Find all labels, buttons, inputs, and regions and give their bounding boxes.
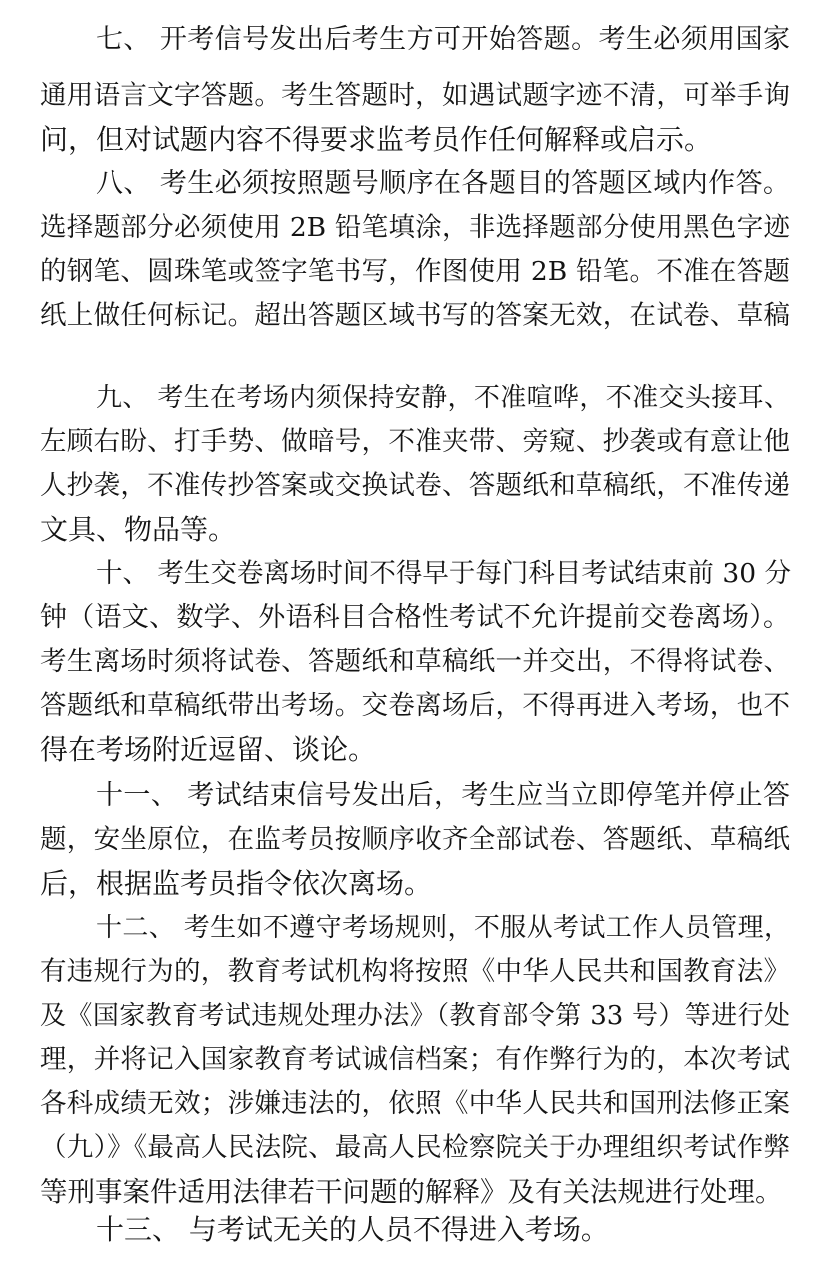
rule-8-line-4: 纸上做任何标记。超出答题区域书写的答案无效，在试卷、草稿 [40, 300, 790, 331]
rule-12-line-2: 有违规行为的，教育考试机构将按照《中华人民共和国教育法》 [40, 956, 790, 987]
rule-9-line-3: 人抄袭，不准传抄答案或交换试卷、答题纸和草稿纸，不准传递 [40, 470, 790, 501]
rule-10-line-5: 得在考场附近逗留、谈论。 [40, 733, 377, 766]
rule-9-line-2: 左顾右盼、打手势、做暗号，不准夹带、旁窥、抄袭或有意让他 [40, 426, 790, 457]
rule-13-line-1: 十三、 与考试无关的人员不得进入考场。 [96, 1213, 609, 1246]
rule-12-line-7: 等刑事案件适用法律若干问题的解释》及有关法规进行处理。 [40, 1176, 783, 1208]
rule-11-line-2: 题，安坐原位，在监考员按顺序收齐全部试卷、答题纸、草稿纸 [40, 824, 790, 855]
rule-11-line-1: 十一、 考试结束信号发出后，考生应当立即停笔并停止答 [96, 780, 790, 811]
rule-12-line-1: 十二、 考生如不遵守考场规则，不服从考试工作人员管理， [96, 913, 790, 943]
rule-8-line-1: 八、 考生必须按照题号顺序在各题目的答题区域内作答。 [96, 168, 790, 199]
rule-8-line-3: 的钢笔、圆珠笔或签字笔书写，作图使用 2B 铅笔。不准在答题 [40, 256, 790, 287]
rule-7-line-2: 通用语言文字答题。考生答题时，如遇试题字迹不清，可举手询 [40, 80, 790, 111]
rule-9-line-1: 九、 考生在考场内须保持安静，不准喧哗，不准交头接耳、 [96, 383, 790, 413]
rule-11-line-3: 后，根据监考员指令依次离场。 [40, 867, 433, 900]
rule-7-line-1: 七、 开考信号发出后考生方可开始答题。考生必须用国家 [96, 24, 790, 55]
rule-10-line-1: 十、 考生交卷离场时间不得早于每门科目考试结束前 30 分 [96, 558, 791, 589]
rule-9-line-4: 文具、物品等。 [40, 513, 237, 546]
rule-7-line-3: 问，但对试题内容不得要求监考员作任何解释或启示。 [40, 123, 713, 156]
rule-12-line-5: 各科成绩无效；涉嫌违法的，依照《中华人民共和国刑法修正案 [40, 1088, 790, 1119]
rule-10-line-3: 考生离场时须将试卷、答题纸和草稿纸一并交出，不得将试卷、 [40, 646, 790, 677]
rule-10-line-2: 钟（语文、数学、外语科目合格性考试不允许提前交卷离场）。 [40, 602, 790, 633]
rule-12-line-6: （九）》《最高人民法院、最高人民检察院关于办理组织考试作弊 [40, 1132, 790, 1163]
rule-12-line-3: 及《国家教育考试违规处理办法》（教育部令第 33 号）等进行处 [40, 1001, 790, 1031]
rule-12-line-4: 理，并将记入国家教育考试诚信档案；有作弊行为的，本次考试 [40, 1044, 790, 1075]
rule-8-line-2: 选择题部分必须使用 2B 铅笔填涂，非选择题部分使用黑色字迹 [40, 212, 790, 243]
rule-10-line-4: 答题纸和草稿纸带出考场。交卷离场后，不得再进入考场，也不 [40, 690, 790, 721]
